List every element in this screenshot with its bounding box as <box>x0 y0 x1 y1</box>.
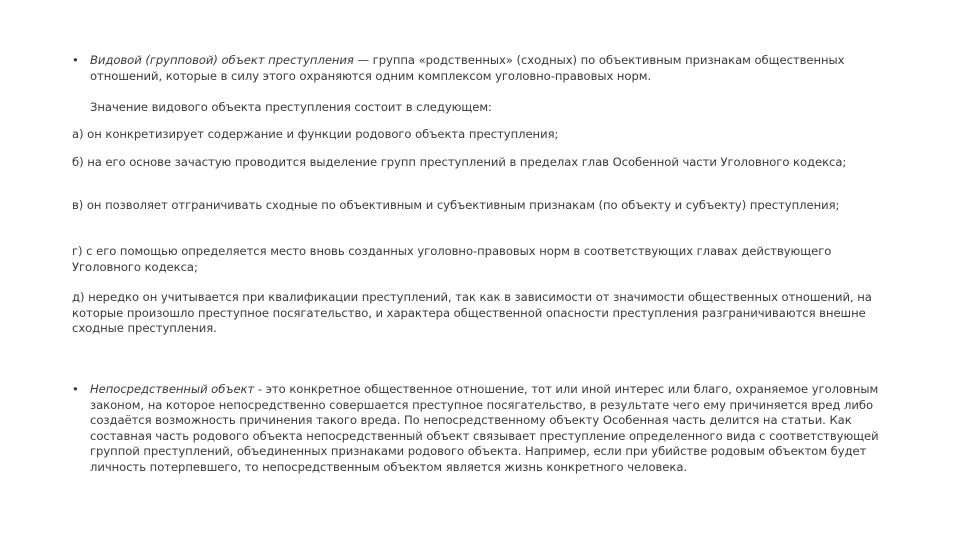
bullet-icon: • <box>72 382 79 396</box>
list-item: а) он конкретизирует содержание и функции родового объекта преступления; <box>72 127 559 141</box>
term-species-object: Видовой (групповой) объект преступления <box>90 53 354 67</box>
term-direct-object: Непосредственный объект <box>90 382 255 396</box>
bullet-item-direct-object <box>72 382 910 475</box>
bullet-item-species-object <box>72 53 910 84</box>
definition-species-object: — группа «родственных» (сходных) по объективным признакам общественных отношений, которые в силу этого охраняются одним комплексом уголовно-правовых норм. <box>90 53 845 83</box>
definition-direct-object: - это конкретное общественное отношение, тот или иной интерес или благо, охраняемое уголовным законом, на которое непосредственно совершается преступное посягательство, в результате чего ему причиняется вред либо создаётся возможность причинения такого вреда. По непосредственному объекту Особенная часть делится на статьи. Как составная часть родового объекта непосредственный объект связывает преступление определенного вида с соответствующей группой преступлений, объединенных признаками родового объекта. Например, если при убийстве родовым объектом будет личность потерпевшего, то непосредственным объектом является жизнь конкретного человека. <box>90 382 879 474</box>
list-item: б) на его основе зачастую проводится выделение групп преступлений в пределах глав Особенной части Уголовного кодекса; <box>72 155 847 169</box>
intro-text: Значение видового объекта преступления состоит в следующем: <box>90 100 492 114</box>
bullet-icon: • <box>72 53 79 67</box>
list-item: в) он позволяет отграничивать сходные по объективным и субъективным признакам (по объекту и субъекту) преступления; <box>72 198 840 212</box>
list-item: д) нередко он учитывается при квалификации преступлений, так как в зависимости от значимости общественных отношений, на которые произошло преступное посягательство, и характера общественной опасности преступления разграничиваются внешне сходные преступления. <box>72 290 872 335</box>
list-item: г) с его помощью определяется место вновь созданных уголовно-правовых норм в соответствующих главах действующего Уголовного кодекса; <box>72 244 832 274</box>
